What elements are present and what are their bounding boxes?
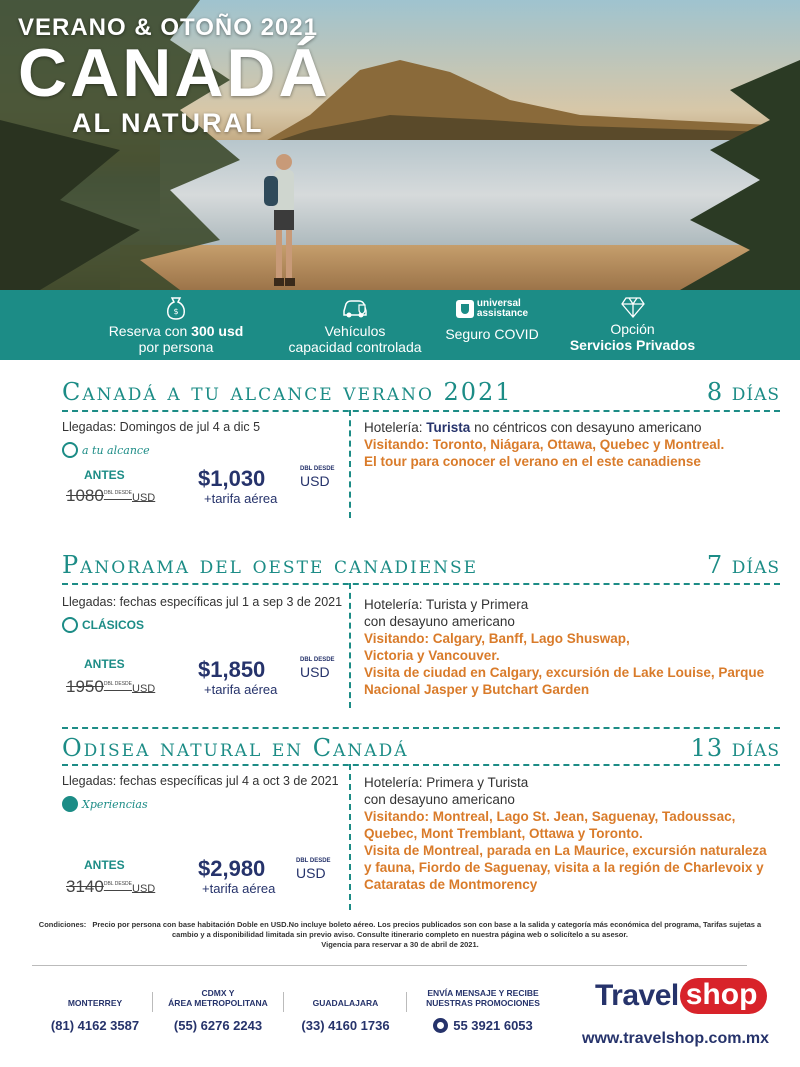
office-label: MONTERREY (67, 998, 123, 1008)
office-label: GUADALAJARA (312, 998, 379, 1008)
vigencia-text: Vigencia para reservar a 30 de abril de 2021. (321, 940, 479, 949)
phone-link[interactable]: (33) 4160 1736 (301, 1018, 390, 1033)
brand-badge (62, 617, 144, 633)
hero-photo (0, 0, 800, 290)
logo-part-1: Travel (595, 979, 679, 1012)
extra-text: Visita de Montreal, parada en La Maurice, excursión naturaleza y fauna, Fiordo de Saguenay, visita a la región de Charlevoix y Cataratas de Montmorency (364, 843, 767, 892)
divider-vertical (349, 410, 351, 518)
feature-seguro (432, 296, 552, 342)
conditions-text (36, 920, 764, 950)
conditions-label: Condiciones: (38, 920, 87, 929)
tour-details (364, 596, 774, 698)
reserva-text: Reserva con (108, 323, 188, 339)
conditions-body: Precio por persona con base habitación Doble en USD.No incluye boleto aéreo. Los precios publicados son con base a la salida y categoría más económica del programa, Tarifas sujetas a cambio y a disponibilidad limitada sin previo aviso. Consulte itinerario completo en nuestra página web o solicítelo a su asesor. (92, 920, 762, 939)
price: $1,030 (198, 466, 266, 491)
brand-label: Xperiencias (82, 797, 148, 811)
tour-details (364, 774, 774, 893)
office-cdmx (158, 988, 278, 1033)
footer-divider (32, 965, 747, 966)
separator (406, 992, 407, 1012)
divider (62, 583, 780, 585)
office-whatsapp (408, 988, 558, 1033)
office-guadalajara (288, 988, 403, 1033)
tour-card-1 (0, 372, 800, 522)
antes-label: ANTES (84, 858, 125, 872)
divider-vertical (349, 583, 351, 708)
divider (62, 764, 780, 766)
hiker-figure (258, 150, 308, 290)
vehiculos-text-2: capacidad controlada (288, 339, 422, 355)
llegadas-text: Llegadas: fechas específicas jul 4 a oct 3 de 2021 (62, 774, 339, 788)
old-price: $1080^{DBL DESDE}USD$ (66, 486, 156, 505)
office-label: ENVÍA MENSAJE Y RECIBE NUESTRAS PROMOCIONES (426, 988, 540, 1008)
whatsapp-icon (433, 1018, 448, 1033)
whatsapp-link[interactable]: 55 3921 6053 (408, 1018, 558, 1033)
feature-reserva (96, 296, 256, 355)
hoteleria-text: Hotelería: Primera y Turista (364, 775, 529, 790)
brand-badge (62, 796, 148, 812)
old-price: $3140^{DBL DESDE}USD$ (66, 877, 156, 896)
svg-text:$: $ (173, 307, 179, 316)
hoteleria-text-2: con desayuno americano (364, 792, 515, 807)
hoteleria-text-2: con desayuno americano (364, 614, 515, 629)
llegadas-text: Llegadas: Domingos de jul 4 a dic 5 (62, 420, 261, 434)
extra-text: El tour para conocer el verano en el este canadiense (364, 454, 701, 469)
divider (62, 410, 780, 412)
separator (283, 992, 284, 1012)
feature-opcion (560, 296, 705, 353)
office-label: CDMX Y ÁREA METROPOLITANA (168, 988, 268, 1008)
piggy-bank-icon (165, 296, 187, 320)
diamond-icon (621, 296, 645, 318)
tour-title: Panorama del oeste canadiense (62, 551, 479, 579)
hoteleria-label: Hotelería: (364, 420, 423, 435)
ua-line-2: assistance (476, 308, 529, 319)
tarifa-note: +tarifa aérea (204, 491, 278, 506)
ua-line-1: universal (476, 298, 521, 309)
brand-badge (62, 442, 150, 458)
travelshop-logo[interactable] (595, 978, 767, 1014)
visitando-text: Visitando: Toronto, Niágara, Ottawa, Quebec y Montreal. (364, 437, 725, 452)
divider-vertical (349, 764, 351, 910)
old-price: $1950^{DBL DESDE}USD$ (66, 677, 156, 696)
visitando-text: Visitando: Calgary, Banff, Lago Shuswap, Victoria y Vancouver. (364, 631, 630, 663)
brand-label: CLÁSICOS (82, 618, 145, 632)
hoteleria-text: Hotelería: Turista y Primera (364, 597, 529, 612)
hoteleria-rest: no céntricos con desayuno americano (474, 420, 702, 435)
universal-assistance-logo (432, 296, 552, 322)
vehiculos-text: Vehículos (324, 323, 386, 339)
currency-label: USD (300, 473, 330, 489)
reserva-amount: 300 usd (191, 323, 244, 339)
logo-part-2: shop (680, 978, 768, 1014)
feature-vehiculos (270, 296, 440, 355)
price: $2,980 (198, 856, 266, 881)
season-label: VERANO & OTOÑO 2021 (18, 14, 318, 41)
divider (62, 727, 780, 729)
tour-card-3 (0, 722, 800, 912)
tour-days: 8 días (706, 378, 780, 406)
tarifa-note: +tarifa aérea (202, 881, 276, 896)
dbl-desde-label: DBL DESDE (300, 657, 335, 663)
visitando-text: Visitando: Montreal, Lago St. Jean, Saguenay, Tadoussac, Quebec, Mont Tremblant, Ottawa y Toronto. (364, 809, 736, 841)
car-shield-icon (341, 296, 369, 320)
seguro-text: Seguro COVID (445, 326, 539, 342)
antes-label: ANTES (84, 468, 125, 482)
llegadas-text: Llegadas: fechas específicas jul 1 a sep 3 de 2021 (62, 595, 343, 609)
features-band (0, 290, 800, 360)
extra-text: Visita de ciudad en Calgary, excursión de Lake Louise, Parque Nacional Jasper y Butchart Garden (364, 665, 765, 697)
ua-mark-icon (456, 300, 474, 318)
reserva-text-2: por persona (138, 339, 214, 355)
opcion-text: Opción (610, 321, 655, 337)
brand-label: a tu alcance (82, 443, 150, 457)
tour-details (364, 419, 784, 470)
phone-link[interactable]: (81) 4162 3587 (50, 1018, 140, 1033)
tour-card-2 (0, 545, 800, 710)
opcion-text-2: Servicios Privados (569, 337, 696, 353)
currency-label: USD (300, 664, 330, 680)
page-subtitle: AL NATURAL (72, 108, 264, 138)
tour-days: 7 días (706, 551, 780, 579)
brand-icon (62, 442, 78, 458)
tour-title: Odisea natural en Canadá (62, 734, 409, 762)
tour-days: 13 días (690, 734, 780, 762)
price: $1,850 (198, 657, 266, 682)
office-monterrey (40, 988, 150, 1033)
antes-label: ANTES (84, 657, 125, 671)
separator (152, 992, 153, 1012)
brand-icon (62, 617, 78, 633)
dbl-desde-label: DBL DESDE (300, 466, 335, 472)
hoteleria-value: Turista (426, 420, 471, 435)
website-link[interactable]: www.travelshop.com.mx (582, 1030, 770, 1047)
tarifa-note: +tarifa aérea (204, 682, 278, 697)
page-title: CANADÁ (18, 35, 331, 111)
dbl-desde-label: DBL DESDE (296, 858, 331, 864)
brand-icon (62, 796, 78, 812)
phone-link[interactable]: (55) 6276 2243 (173, 1018, 263, 1033)
currency-label: USD (296, 865, 326, 881)
tour-title: Canadá a tu alcance verano 2021 (62, 378, 513, 406)
trees-right (600, 60, 800, 290)
